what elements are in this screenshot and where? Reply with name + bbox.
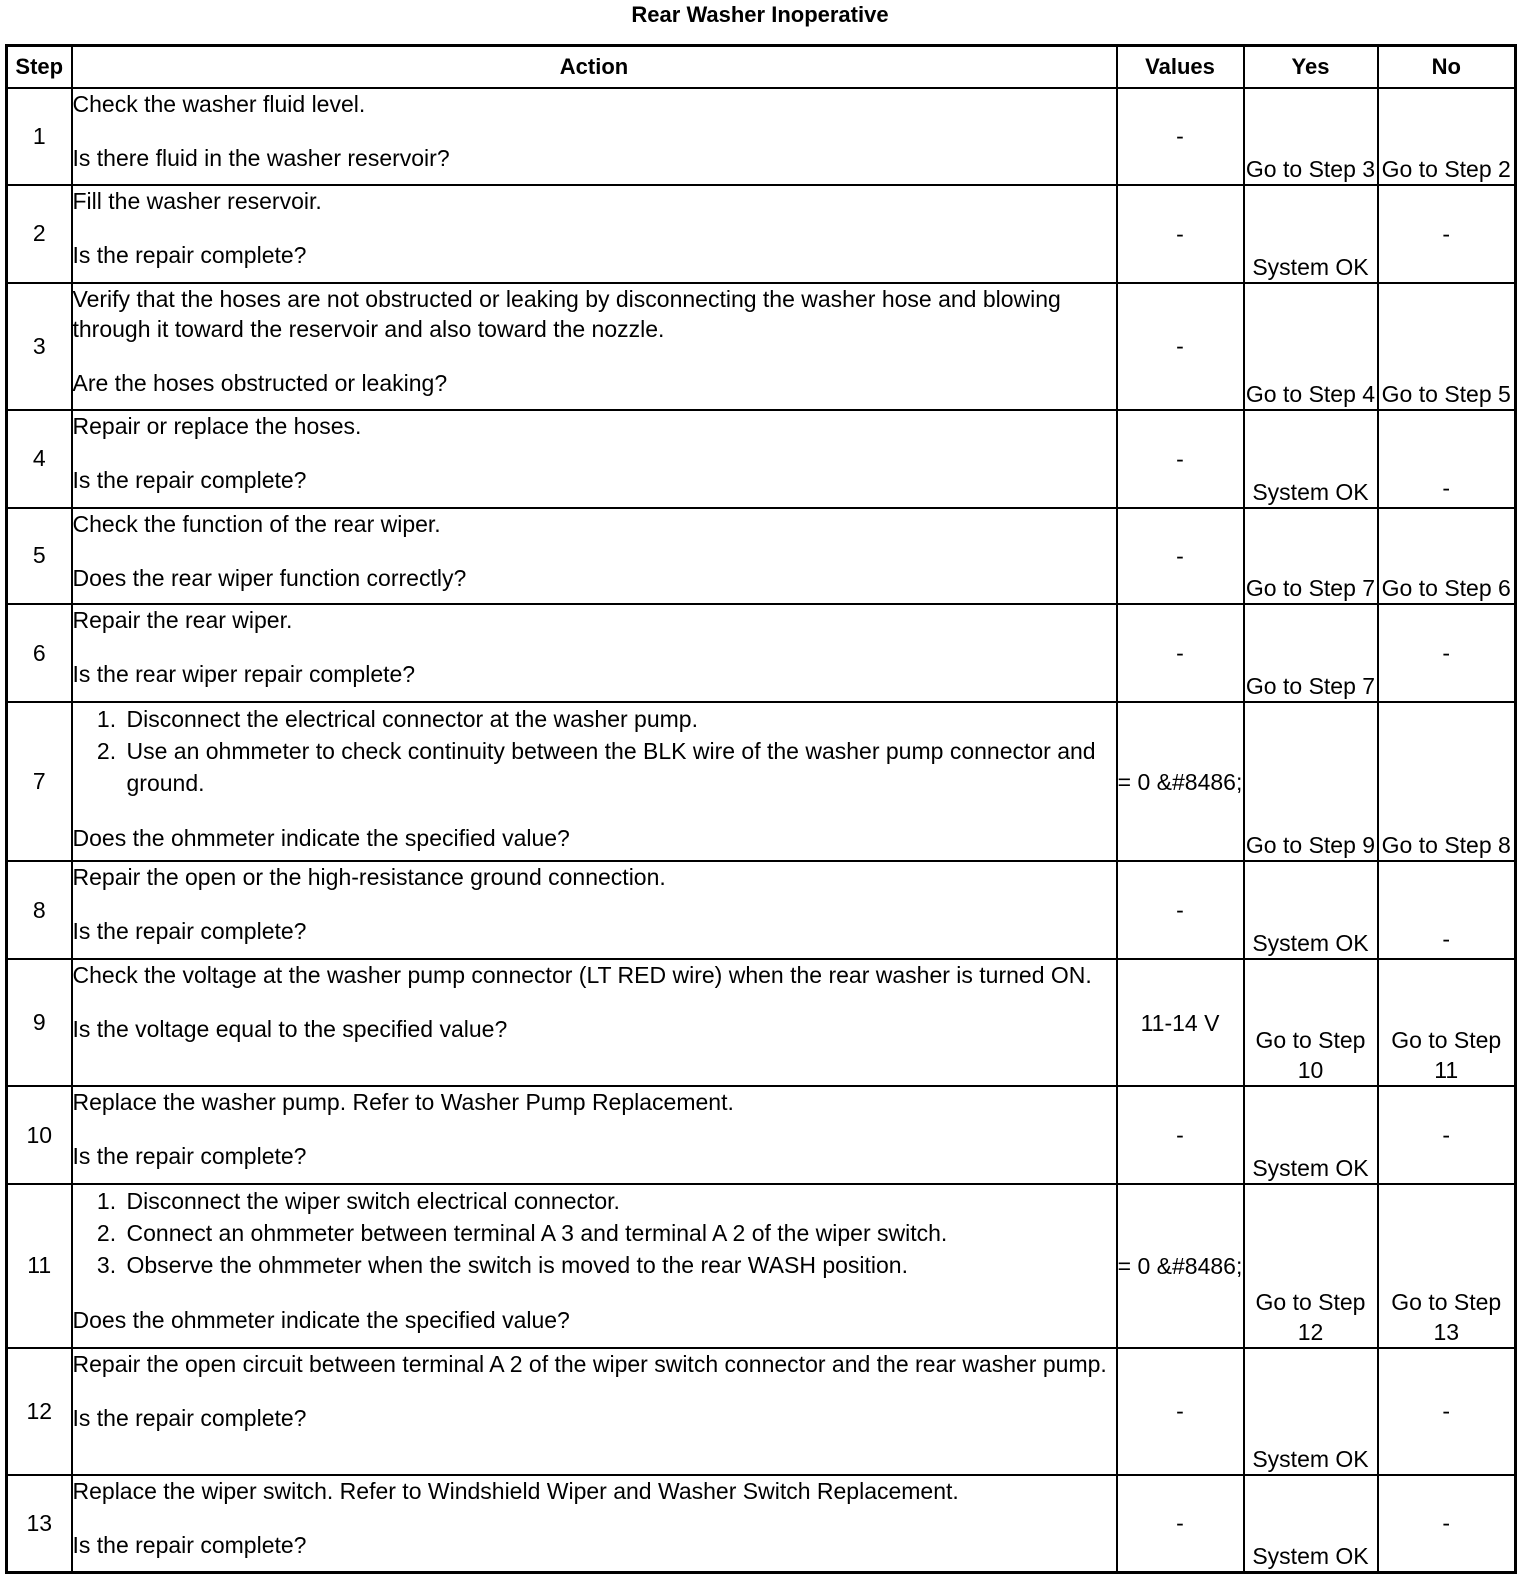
action-cell (72, 959, 1117, 1086)
action-cell (72, 1348, 1117, 1475)
values-cell: - (1117, 410, 1244, 508)
action-question: Are the hoses obstructed or leaking? (72, 369, 448, 396)
table-row (7, 508, 1516, 605)
table-row (7, 88, 1516, 185)
no-cell: - (1378, 861, 1516, 959)
action-question: Is the repair complete? (72, 1404, 307, 1431)
table-row (7, 185, 1516, 283)
table-row (7, 1184, 1516, 1347)
action-cell (72, 702, 1117, 861)
action-question: Is the voltage equal to the specified value? (72, 1016, 508, 1043)
action-cell (72, 1475, 1117, 1573)
values-cell: - (1117, 604, 1244, 702)
table-row (7, 604, 1516, 702)
header-yes: Yes (1244, 46, 1378, 89)
action-text: Replace the wiper switch. Refer to Windshield Wiper and Washer Switch Replacement. (72, 1477, 959, 1504)
action-cell (72, 604, 1117, 702)
step-number: 13 (7, 1475, 72, 1573)
yes-cell: Go to Step 9 (1244, 702, 1378, 861)
step-number: 5 (7, 508, 72, 605)
no-cell: - (1378, 185, 1516, 283)
action-text: Repair the open circuit between terminal A 2 of the wiper switch connector and the rear washer pump. (72, 1350, 1107, 1377)
no-cell: Go to Step 5 (1378, 283, 1516, 410)
step-number: 8 (7, 861, 72, 959)
yes-cell: System OK (1244, 1348, 1378, 1475)
yes-cell: Go to Step 3 (1244, 88, 1378, 185)
yes-cell: System OK (1244, 1475, 1378, 1573)
values-cell: - (1117, 185, 1244, 283)
header-row (7, 46, 1516, 89)
no-cell: Go to Step 11 (1378, 959, 1516, 1086)
step-number: 4 (7, 410, 72, 508)
action-cell (72, 185, 1117, 283)
yes-cell: System OK (1244, 1086, 1378, 1184)
action-text: Fill the washer reservoir. (72, 187, 322, 214)
no-cell: Go to Step 2 (1378, 88, 1516, 185)
step-number: 7 (7, 702, 72, 861)
yes-cell: Go to Step 4 (1244, 283, 1378, 410)
values-cell: - (1117, 283, 1244, 410)
table-row (7, 283, 1516, 410)
yes-cell: Go to Step 7 (1244, 508, 1378, 605)
yes-cell: System OK (1244, 861, 1378, 959)
step-number: 12 (7, 1348, 72, 1475)
action-text: Check the function of the rear wiper. (72, 510, 441, 537)
action-question: Is the repair complete? (72, 1531, 307, 1558)
action-text: Repair the rear wiper. (72, 607, 293, 634)
no-cell: - (1378, 1348, 1516, 1475)
no-cell: Go to Step 6 (1378, 508, 1516, 605)
step-number: 10 (7, 1086, 72, 1184)
action-text: Replace the washer pump. Refer to Washer Pump Replacement. (72, 1089, 734, 1116)
action-question: Does the rear wiper function correctly? (72, 564, 467, 591)
step-number: 3 (7, 283, 72, 410)
action-question: Is the rear wiper repair complete? (72, 661, 416, 688)
table-row (7, 861, 1516, 959)
values-cell: - (1117, 1475, 1244, 1573)
action-question: Is the repair complete? (72, 918, 307, 945)
action-cell (72, 1086, 1117, 1184)
action-cell (72, 1184, 1117, 1347)
step-number: 1 (7, 88, 72, 185)
action-question: Does the ohmmeter indicate the specified value? (72, 825, 570, 852)
values-cell: 11-14 V (1117, 959, 1244, 1086)
yes-cell: Go to Step 10 (1244, 959, 1378, 1086)
values-cell: - (1117, 508, 1244, 605)
action-step-item: 1. Disconnect the electrical connector at the washer pump. (123, 703, 1116, 735)
page-title: Rear Washer Inoperative (631, 2, 889, 27)
step-number: 9 (7, 959, 72, 1086)
action-cell (72, 88, 1117, 185)
action-text: Repair the open or the high-resistance ground connection. (72, 864, 666, 891)
action-text: Repair or replace the hoses. (72, 412, 362, 439)
values-cell: - (1117, 861, 1244, 959)
action-step-item: 3. Observe the ohmmeter when the switch is moved to the rear WASH position. (123, 1249, 1116, 1281)
yes-cell: Go to Step 12 (1244, 1184, 1378, 1347)
action-step-item: 1. Disconnect the wiper switch electrical connector. (123, 1185, 1116, 1217)
table-row (7, 959, 1516, 1086)
action-question: Is the repair complete? (72, 241, 307, 268)
values-cell: - (1117, 88, 1244, 185)
table-row (7, 1348, 1516, 1475)
action-text: Verify that the hoses are not obstructed or leaking by disconnecting the washer hose and blowing through it toward the reservoir and also toward the nozzle. (72, 285, 1061, 342)
yes-cell: Go to Step 7 (1244, 604, 1378, 702)
header-values: Values (1117, 46, 1244, 89)
table-row (7, 702, 1516, 861)
action-cell (72, 410, 1117, 508)
no-cell: - (1378, 410, 1516, 508)
action-steps-list (73, 1185, 1116, 1281)
yes-cell: System OK (1244, 185, 1378, 283)
action-steps-list (73, 703, 1116, 799)
no-cell: Go to Step 8 (1378, 702, 1516, 861)
values-cell: = 0 &#8486; (1117, 702, 1244, 861)
action-cell (72, 283, 1117, 410)
diagnostic-table (5, 44, 1517, 1574)
step-number: 2 (7, 185, 72, 283)
action-question: Is there fluid in the washer reservoir? (72, 145, 450, 171)
table-row (7, 410, 1516, 508)
action-text: Check the voltage at the washer pump connector (LT RED wire) when the rear washer is turned ON. (72, 962, 1092, 989)
diagnostic-table-container (5, 44, 1514, 1574)
header-action: Action (72, 46, 1117, 89)
no-cell: - (1378, 1086, 1516, 1184)
action-cell (72, 861, 1117, 959)
action-step-item: 2. Connect an ohmmeter between terminal A 3 and terminal A 2 of the wiper switch. (123, 1217, 1116, 1249)
action-text: Check the washer fluid level. (72, 91, 366, 117)
table-row (7, 1086, 1516, 1184)
yes-cell: System OK (1244, 410, 1378, 508)
header-step: Step (7, 46, 72, 89)
step-number: 11 (7, 1184, 72, 1347)
table-row (7, 1475, 1516, 1573)
header-no: No (1378, 46, 1516, 89)
action-question: Does the ohmmeter indicate the specified value? (72, 1307, 570, 1334)
values-cell: - (1117, 1348, 1244, 1475)
values-cell: - (1117, 1086, 1244, 1184)
no-cell: - (1378, 1475, 1516, 1573)
action-cell (72, 508, 1117, 605)
no-cell: - (1378, 604, 1516, 702)
table-body (7, 88, 1516, 1573)
values-cell: = 0 &#8486; (1117, 1184, 1244, 1347)
action-question: Is the repair complete? (72, 1143, 307, 1170)
action-question: Is the repair complete? (72, 466, 307, 493)
no-cell: Go to Step 13 (1378, 1184, 1516, 1347)
step-number: 6 (7, 604, 72, 702)
action-step-item: 2. Use an ohmmeter to check continuity between the BLK wire of the washer pump connector and ground. (123, 735, 1116, 799)
